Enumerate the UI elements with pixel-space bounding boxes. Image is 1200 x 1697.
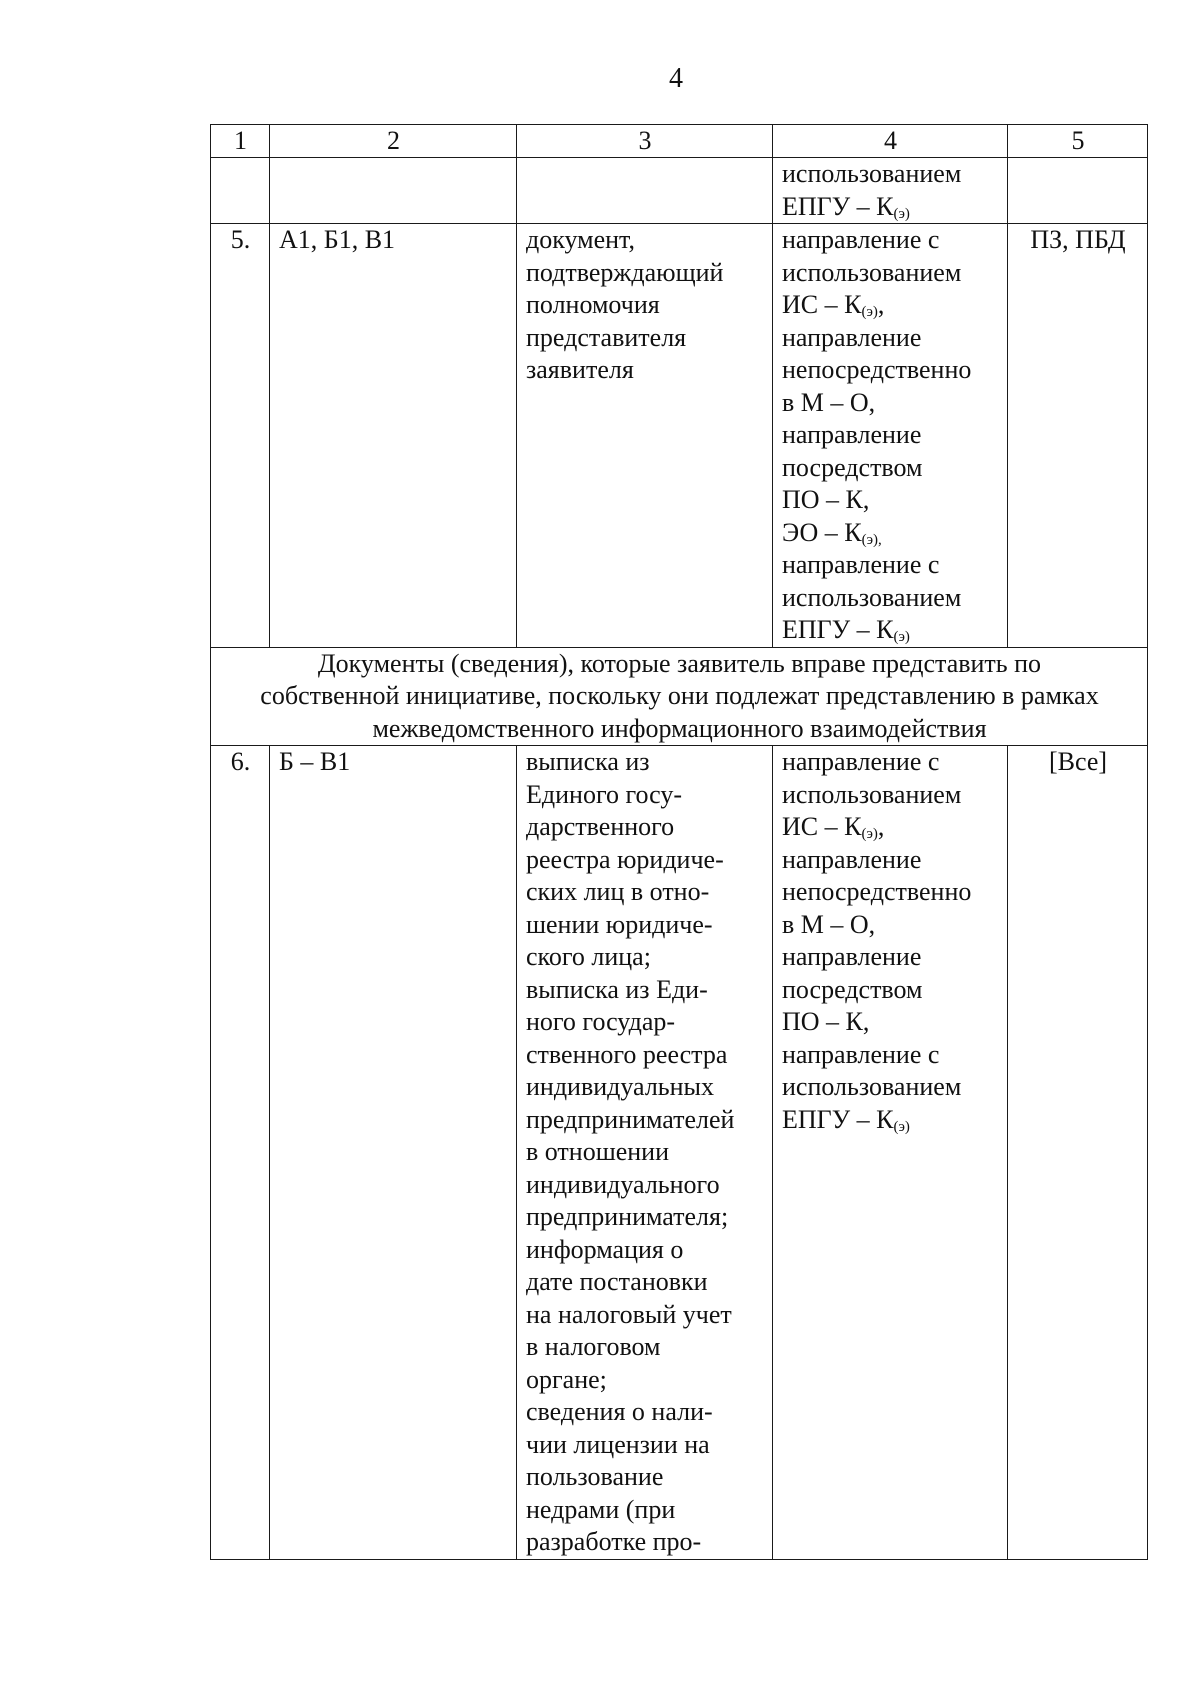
- table-header-row: [211, 125, 1148, 158]
- section-heading-line: межведомственного информационного взаимодействия: [372, 713, 987, 743]
- document-line: в отношении: [526, 1137, 670, 1166]
- document-line: полномочия: [526, 290, 660, 319]
- method-line: в М – О,: [782, 909, 876, 939]
- document-line: органе;: [526, 1364, 607, 1394]
- table-row-5: [211, 224, 1148, 648]
- method-subscript: (э): [861, 304, 878, 320]
- method-line: направление с: [782, 225, 940, 254]
- method-subscript: (э): [893, 629, 910, 645]
- method-text: ЕПГУ – К: [782, 1104, 894, 1134]
- method-line: [782, 1104, 999, 1137]
- method-text: ИС – К: [782, 290, 862, 319]
- document-line: на налоговый учет: [526, 1299, 732, 1329]
- document-line: дарственного: [526, 812, 675, 841]
- method-subscript: (э): [893, 1118, 910, 1135]
- method-text: ИС – К: [782, 812, 862, 841]
- documents-table: [210, 124, 1148, 1560]
- method-line: использованием: [782, 582, 962, 612]
- row-5-result: ПЗ, ПБД: [1008, 224, 1148, 648]
- document-line: индивидуальных: [526, 1072, 715, 1101]
- cont-method-line: [782, 191, 999, 224]
- method-line: [782, 811, 999, 844]
- row-cont-col-5: [1008, 158, 1148, 224]
- document-line: ственного реестра: [526, 1039, 728, 1069]
- cont-method-text: ЕПГУ – К: [782, 191, 894, 221]
- row-6-methods: [773, 746, 1008, 1560]
- document-line: предпринимателей: [526, 1104, 735, 1134]
- cont-method-subscript: (э): [893, 205, 910, 222]
- row-5-methods: [773, 224, 1008, 648]
- page-number: 4: [669, 63, 683, 94]
- method-line: направление с: [782, 550, 940, 579]
- method-line: использованием: [782, 257, 962, 287]
- method-line: использованием: [782, 1072, 962, 1101]
- row-cont-col-4: [773, 158, 1008, 224]
- document-line: недрами (при: [526, 1494, 676, 1524]
- document-line: предпринимателя;: [526, 1202, 729, 1231]
- row-6-document: [517, 746, 773, 1560]
- method-line: [782, 517, 999, 550]
- row-cont-col-2: [270, 158, 517, 224]
- method-subscript: (э): [861, 826, 878, 842]
- method-punct: ,: [877, 812, 885, 841]
- method-line: посредством: [782, 452, 923, 482]
- method-text: ЕПГУ – К: [782, 615, 894, 644]
- row-5-document: [517, 224, 773, 648]
- row-6-applicants: Б – В1: [270, 746, 517, 1560]
- document-line: пользование: [526, 1462, 664, 1491]
- method-line: непосредственно: [782, 877, 972, 906]
- method-punct: ,: [877, 290, 885, 319]
- document-line: информация о: [526, 1234, 684, 1264]
- method-text: ЭО – К: [782, 517, 862, 547]
- row-cont-col-1: [211, 158, 270, 224]
- header-col-4: 4: [773, 125, 1008, 158]
- method-line: непосредственно: [782, 355, 972, 384]
- document-line: подтверждающий: [526, 257, 724, 287]
- method-line: в М – О,: [782, 387, 876, 417]
- table-row-6: [211, 746, 1148, 1560]
- method-line: использованием: [782, 779, 962, 809]
- document-line: Единого госу-: [526, 779, 682, 809]
- row-6-number: 6.: [211, 746, 270, 1560]
- document-line: разработке про-: [526, 1527, 702, 1556]
- method-line: посредством: [782, 974, 923, 1004]
- section-heading-line: Документы (сведения), которые заявитель вправе представить по: [317, 648, 1042, 678]
- document-line: выписка из: [526, 747, 650, 776]
- document-line: ского лица;: [526, 942, 651, 971]
- header-col-3: 3: [517, 125, 773, 158]
- cont-method-line: использованием: [782, 159, 962, 188]
- header-col-2: 2: [270, 125, 517, 158]
- method-line: [782, 289, 999, 322]
- document-line: в налоговом: [526, 1332, 661, 1361]
- method-subscript: (э),: [861, 531, 882, 548]
- method-line: направление с: [782, 1039, 940, 1069]
- table-row-continuation: [211, 158, 1148, 224]
- document-line: ного государ-: [526, 1007, 676, 1036]
- document-line: дате постановки: [526, 1267, 708, 1296]
- method-line: ПО – К,: [782, 485, 870, 514]
- document-line: чии лицензии на: [526, 1429, 710, 1459]
- document-line: реестра юридиче-: [526, 844, 724, 874]
- row-cont-col-3: [517, 158, 773, 224]
- method-line: направление: [782, 322, 922, 352]
- row-5-applicants: А1, Б1, В1: [270, 224, 517, 648]
- method-line: направление с: [782, 747, 940, 776]
- header-col-5: 5: [1008, 125, 1148, 158]
- method-line: направление: [782, 844, 922, 874]
- method-line: направление: [782, 420, 922, 449]
- document-line: документ,: [526, 225, 635, 254]
- document-line: индивидуального: [526, 1169, 720, 1199]
- method-line: [782, 614, 999, 647]
- document-line: выписка из Еди-: [526, 974, 708, 1004]
- document-line: ских лиц в отно-: [526, 877, 710, 906]
- table-section-heading-row: [211, 647, 1148, 746]
- document-line: представителя: [526, 322, 687, 352]
- section-heading: [211, 647, 1148, 746]
- header-col-1: 1: [211, 125, 270, 158]
- row-5-number: 5.: [211, 224, 270, 648]
- document-line: заявителя: [526, 355, 634, 384]
- section-heading-line: собственной инициативе, поскольку они подлежат представлению в рамках: [260, 681, 1099, 710]
- method-line: направление: [782, 942, 922, 971]
- document-line: шении юридиче-: [526, 909, 713, 939]
- row-6-result: [Все]: [1008, 746, 1148, 1560]
- method-line: ПО – К,: [782, 1007, 870, 1036]
- document-line: сведения о нали-: [526, 1397, 713, 1426]
